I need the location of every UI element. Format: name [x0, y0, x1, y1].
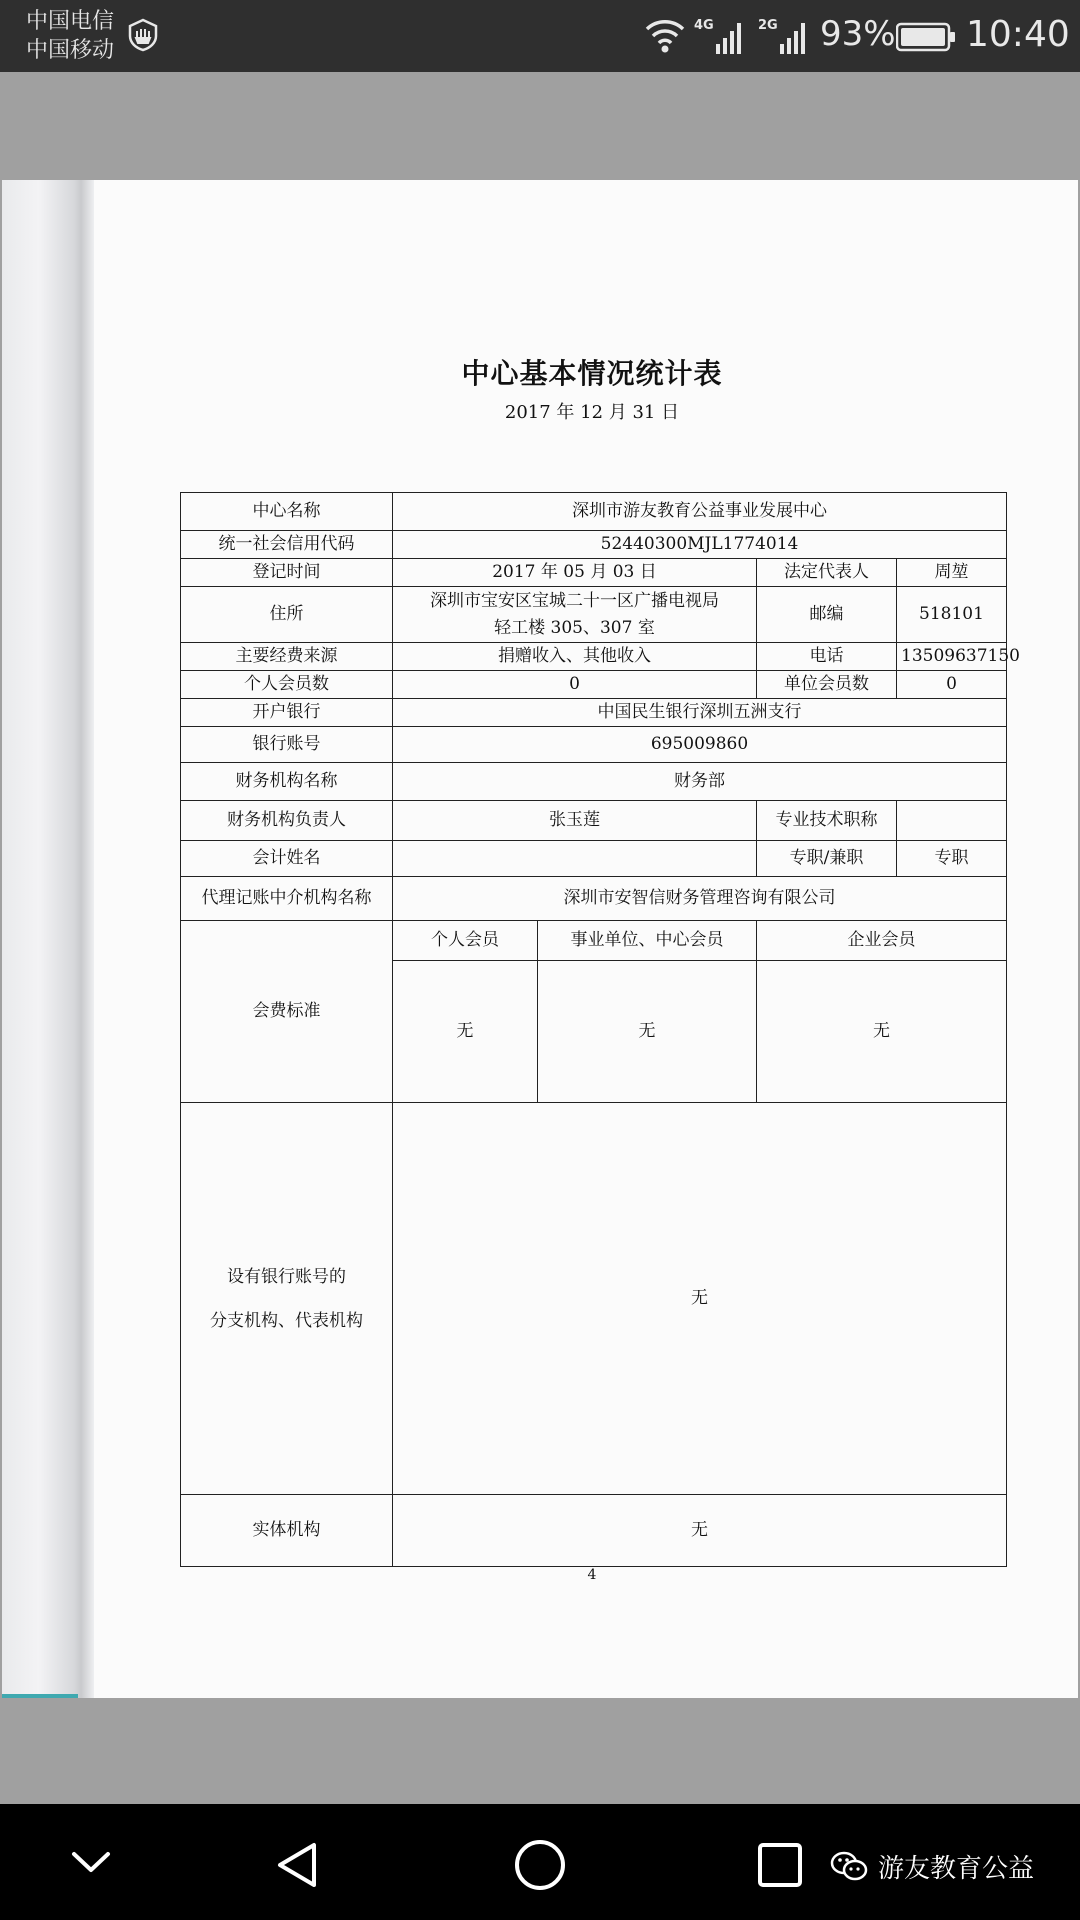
carrier-2: 中国移动	[26, 38, 115, 63]
fee-label: 会费标准	[181, 921, 393, 1103]
finance-head-label: 财务机构负责人	[181, 801, 393, 841]
document-title: 中心基本情况统计表	[461, 357, 723, 390]
battery-percent: 93%	[820, 14, 896, 54]
entity-label: 实体机构	[181, 1495, 393, 1567]
home-icon[interactable]	[513, 1838, 567, 1892]
legal-rep-value: 周堃	[897, 559, 1007, 587]
unit-members-label: 单位会员数	[757, 671, 897, 699]
finance-org-label: 财务机构名称	[181, 763, 393, 801]
account-label: 银行账号	[181, 727, 393, 763]
individual-members-value: 0	[393, 671, 757, 699]
account-value: 695009860	[393, 727, 1007, 763]
network-type-1: 4G	[694, 18, 714, 33]
signal-icon	[780, 20, 808, 54]
document-date: 2017 年 12 月 31 日	[504, 402, 680, 423]
table-row	[181, 559, 1007, 587]
wechat-account-name: 游友教育公益	[878, 1853, 1035, 1884]
battery-icon	[896, 22, 956, 52]
table-row	[181, 877, 1007, 921]
fee-enterprise-header: 企业会员	[757, 921, 1007, 961]
table-row	[181, 727, 1007, 763]
tech-title-value	[897, 801, 1007, 841]
address-value	[393, 587, 757, 643]
legal-rep-label: 法定代表人	[757, 559, 897, 587]
table-row	[181, 1495, 1007, 1567]
address-line-2: 轻工楼 305、307 室	[494, 617, 655, 638]
bank-label: 开户银行	[181, 699, 393, 727]
finance-org-value: 财务部	[393, 763, 1007, 801]
accountant-value	[393, 841, 757, 877]
entity-value: 无	[393, 1495, 1007, 1567]
agency-value: 深圳市安智信财务管理咨询有限公司	[393, 877, 1007, 921]
fee-institution-value: 无	[538, 961, 757, 1103]
branch-label	[181, 1103, 393, 1495]
fee-individual-header: 个人会员	[393, 921, 538, 961]
table-row	[181, 841, 1007, 877]
table-row	[181, 643, 1007, 671]
page-number: 4	[587, 1567, 597, 1583]
accountant-label: 会计姓名	[181, 841, 393, 877]
branch-label-line-2: 分支机构、代表机构	[210, 1310, 363, 1331]
wechat-icon	[830, 1850, 868, 1882]
postcode-label: 邮编	[757, 587, 897, 643]
chevron-down-icon[interactable]	[70, 1846, 112, 1878]
bank-value: 中国民生银行深圳五洲支行	[393, 699, 1007, 727]
status-bar	[0, 0, 1080, 72]
center-name-value: 深圳市游友教育公益事业发展中心	[393, 493, 1007, 531]
image-viewer[interactable]	[0, 72, 1080, 1804]
credit-code-value: 52440300MJL1774014	[393, 531, 1007, 559]
address-label: 住所	[181, 587, 393, 643]
finance-head-value: 张玉莲	[393, 801, 757, 841]
funding-value: 捐赠收入、其他收入	[393, 643, 757, 671]
center-name-label: 中心名称	[181, 493, 393, 531]
recents-icon[interactable]	[756, 1841, 804, 1889]
tech-title-label: 专业技术职称	[757, 801, 897, 841]
phone-value: 13509637150	[897, 643, 1007, 671]
table-row	[181, 531, 1007, 559]
phone-label: 电话	[757, 643, 897, 671]
wechat-account-badge	[830, 1849, 1034, 1883]
shield-icon	[126, 18, 160, 52]
statistics-table	[180, 492, 1020, 1567]
funding-label: 主要经费来源	[181, 643, 393, 671]
scanned-page	[2, 180, 1078, 1698]
table-row	[181, 801, 1007, 841]
credit-code-label: 统一社会信用代码	[181, 531, 393, 559]
table-row	[181, 493, 1007, 531]
fee-enterprise-value: 无	[757, 961, 1007, 1103]
table-row	[181, 1103, 1007, 1495]
table-row	[181, 921, 1007, 961]
agency-label: 代理记账中介机构名称	[181, 877, 393, 921]
binding-edge	[2, 1694, 78, 1698]
carrier-1: 中国电信	[26, 9, 115, 34]
table-row	[181, 587, 1007, 643]
table-row	[181, 763, 1007, 801]
postcode-value: 518101	[897, 587, 1007, 643]
address-line-1: 深圳市宝安区宝城二十一区广播电视局	[430, 590, 719, 611]
fee-individual-value: 无	[393, 961, 538, 1103]
branch-value: 无	[393, 1103, 1007, 1495]
individual-members-label: 个人会员数	[181, 671, 393, 699]
clock: 10:40	[966, 14, 1070, 55]
reg-time-value: 2017 年 05 月 03 日	[393, 559, 757, 587]
reg-time-label: 登记时间	[181, 559, 393, 587]
table-row	[181, 671, 1007, 699]
signal-icon	[716, 20, 744, 54]
branch-label-line-1: 设有银行账号的	[227, 1266, 346, 1287]
wifi-icon	[644, 16, 686, 54]
back-icon[interactable]	[272, 1840, 322, 1890]
table-row	[181, 699, 1007, 727]
fulltime-value: 专职	[897, 841, 1007, 877]
unit-members-value: 0	[897, 671, 1007, 699]
network-type-2: 2G	[758, 18, 778, 33]
fulltime-label: 专职/兼职	[757, 841, 897, 877]
fee-institution-header: 事业单位、中心会员	[538, 921, 757, 961]
